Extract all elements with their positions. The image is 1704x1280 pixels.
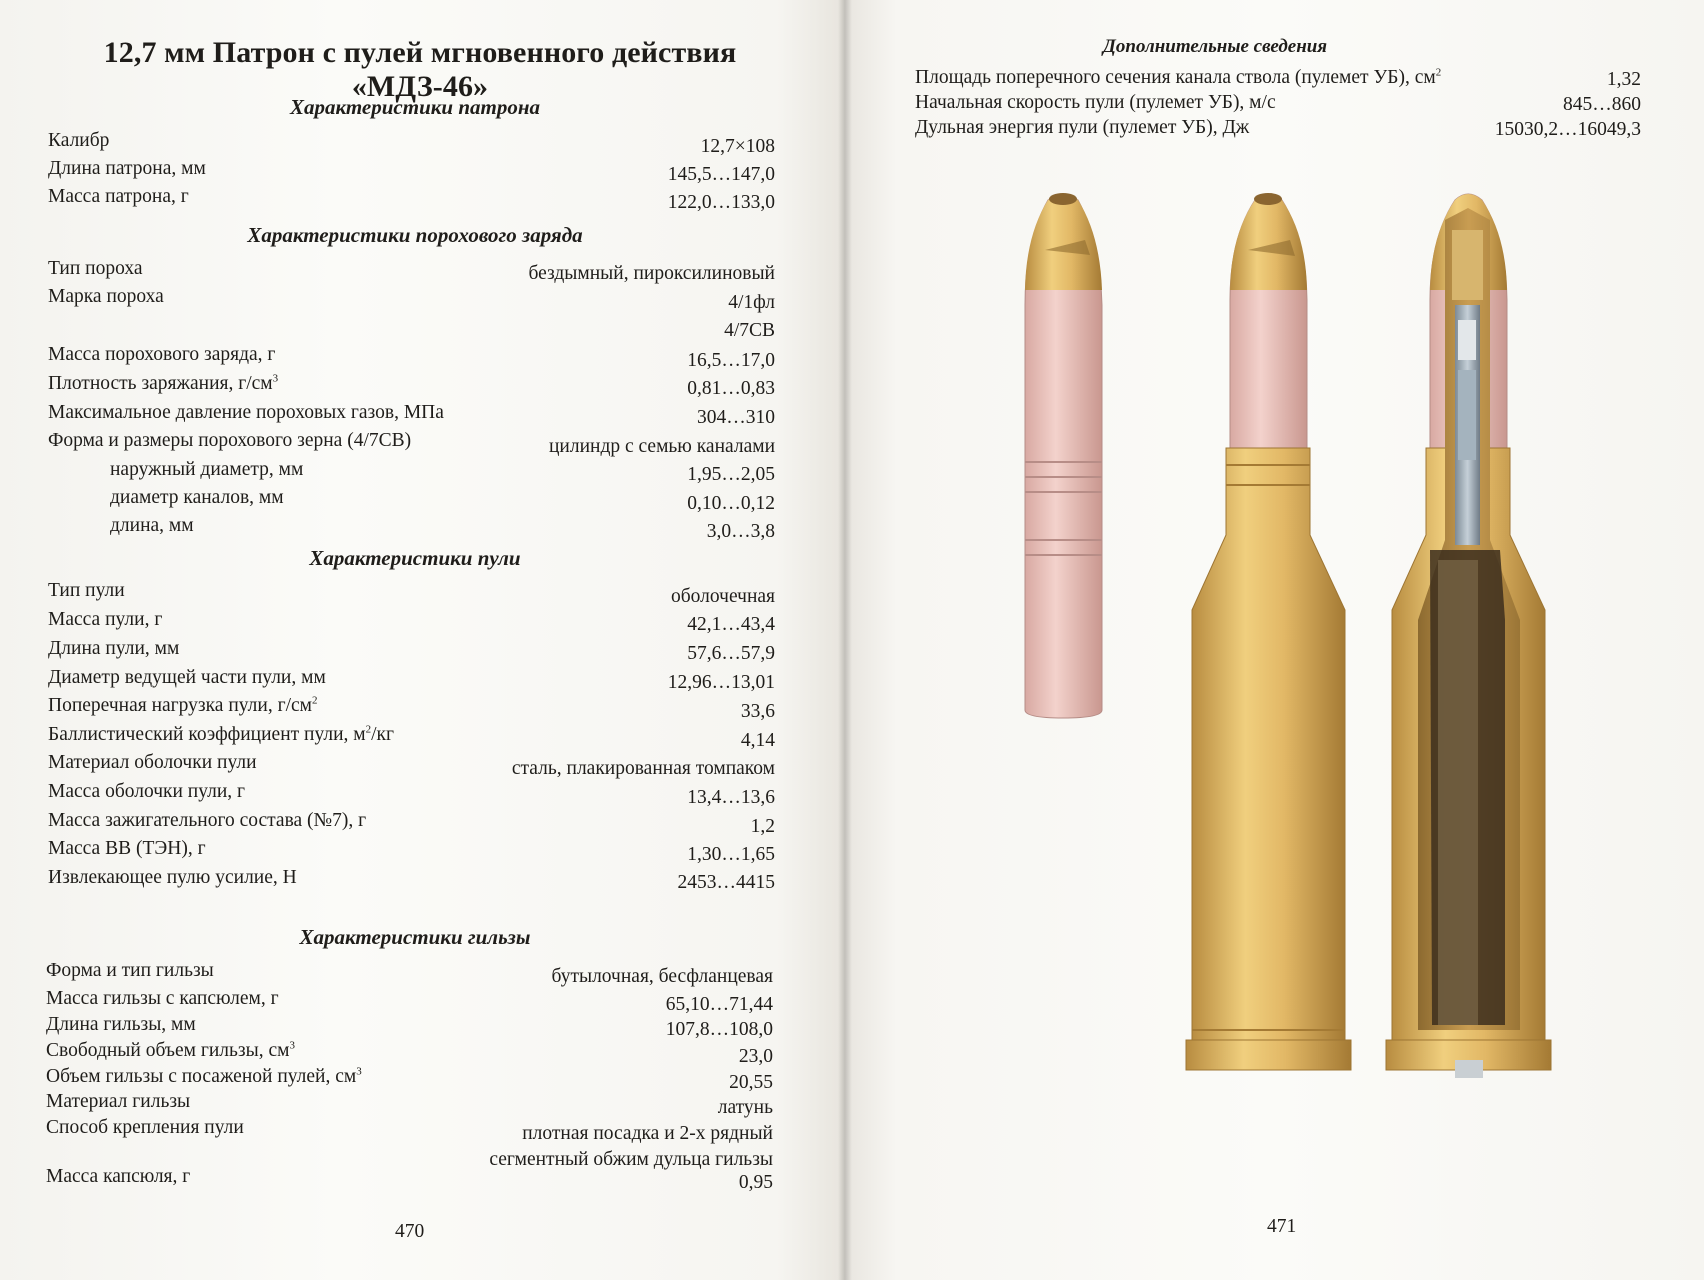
bullet-drawing xyxy=(1025,193,1102,718)
row-label: Извлекающее пулю усилие, Н xyxy=(48,867,297,888)
row-label: Масса капсюля, г xyxy=(46,1166,191,1187)
row-value: плотная посадка и 2-х рядный xyxy=(522,1123,773,1144)
row-label: Диаметр ведущей части пули, мм xyxy=(48,667,326,688)
row-value: 4,14 xyxy=(740,730,775,751)
row-label: Тип пули xyxy=(48,580,125,601)
section-header: Характеристики порохового заряда xyxy=(247,223,583,247)
row-label: Масса гильзы с капсюлем, г xyxy=(46,988,279,1009)
row-label-sup: 2 xyxy=(365,723,372,736)
section-header: Дополнительные сведения xyxy=(1102,36,1328,57)
row-label: диаметр каналов, мм xyxy=(110,487,284,508)
row-value: 33,6 xyxy=(740,701,775,722)
row-value: 4/1фл xyxy=(728,292,775,313)
row-label: Масса порохового заряда, г xyxy=(48,344,276,365)
row-value: 0,10…0,12 xyxy=(687,493,775,514)
row-label-sup: 2 xyxy=(311,694,318,707)
row-value: 1,30…1,65 xyxy=(687,844,775,865)
row-value: 57,6…57,9 xyxy=(687,643,775,664)
row-label-text: Площадь поперечного сечения канала ствола (пулемет УБ), см xyxy=(915,67,1436,88)
row-value: 42,1…43,4 xyxy=(687,614,775,635)
row-label-sup: 2 xyxy=(1435,66,1442,79)
row-label: Способ крепления пули xyxy=(46,1117,244,1138)
row-label xyxy=(48,724,394,746)
book-gutter xyxy=(838,0,852,1280)
row-value: латунь xyxy=(717,1097,773,1118)
row-label-text: Объем гильзы с посаженой пулей, см xyxy=(46,1066,357,1087)
row-label: Максимальное давление пороховых газов, МПа xyxy=(48,402,444,423)
section-header: Характеристики гильзы xyxy=(299,925,531,949)
cutaway-drawing xyxy=(1386,194,1551,1078)
page-number: 470 xyxy=(395,1221,425,1242)
row-label xyxy=(48,373,278,395)
row-label: Материал оболочки пули xyxy=(48,752,257,773)
row-value: 0,81…0,83 xyxy=(687,378,775,399)
cartridge-illustration xyxy=(1000,190,1660,1180)
row-value: 304…310 xyxy=(697,407,775,428)
row-label: Длина пули, мм xyxy=(48,638,180,659)
row-value: сегментный обжим дульца гильзы xyxy=(489,1149,773,1170)
page-title: 12,7 мм Патрон с пулей мгновенного действия «МДЗ-46» xyxy=(103,36,737,103)
row-label: Длина гильзы, мм xyxy=(46,1014,196,1035)
row-label: Масса пули, г xyxy=(48,609,163,630)
section-header: Характеристики пули xyxy=(309,546,521,570)
row-label xyxy=(48,695,317,717)
row-value: цилиндр с семью каналами xyxy=(548,436,775,457)
row-value: 20,55 xyxy=(729,1072,773,1093)
left-page xyxy=(0,0,845,1280)
row-label-text: Плотность заряжания, г/см xyxy=(48,373,273,394)
row-label-sup: 3 xyxy=(289,1039,295,1052)
row-label: Форма и размеры порохового зерна (4/7СВ) xyxy=(48,430,412,451)
row-value: 12,7×108 xyxy=(700,136,775,157)
row-label: Масса ВВ (ТЭН), г xyxy=(48,838,206,859)
row-label: Форма и тип гильзы xyxy=(46,960,214,981)
row-value: бутылочная, бесфланцевая xyxy=(551,966,773,987)
row-label: наружный диаметр, мм xyxy=(110,459,304,480)
row-value: 1,2 xyxy=(750,816,775,837)
row-label: Марка пороха xyxy=(48,286,164,307)
row-label: Калибр xyxy=(48,130,110,151)
row-label-sup: 3 xyxy=(356,1065,362,1078)
row-value: 145,5…147,0 xyxy=(667,164,775,185)
cartridge-drawing xyxy=(1186,193,1351,1070)
row-value: 23,0 xyxy=(738,1046,773,1067)
row-label xyxy=(46,1040,295,1062)
row-value: 1,32 xyxy=(1606,69,1641,90)
row-label xyxy=(915,67,1441,89)
row-value: 65,10…71,44 xyxy=(665,994,773,1015)
row-label: Начальная скорость пули (пулемет УБ), м/с xyxy=(915,92,1276,113)
row-value: 15030,2…16049,3 xyxy=(1494,119,1641,140)
row-label: Масса зажигательного состава (№7), г xyxy=(48,810,367,831)
row-value: 12,96…13,01 xyxy=(667,672,775,693)
row-label: Длина патрона, мм xyxy=(48,158,206,179)
row-label: Дульная энергия пули (пулемет УБ), Дж xyxy=(915,117,1250,138)
row-label xyxy=(46,1066,362,1088)
row-label: Масса патрона, г xyxy=(48,186,189,207)
row-value: оболочечная xyxy=(671,586,775,607)
row-value: 0,95 xyxy=(738,1172,773,1193)
row-label-text: Свободный объем гильзы, см xyxy=(46,1040,290,1061)
row-value: 4/7СВ xyxy=(724,320,775,341)
row-label: длина, мм xyxy=(110,515,194,536)
row-value: 1,95…2,05 xyxy=(687,464,775,485)
row-label-tail: /кг xyxy=(371,724,395,745)
row-value: 122,0…133,0 xyxy=(667,192,775,213)
row-label-text: Баллистический коэффициент пули, м xyxy=(48,724,366,745)
section-header: Характеристики патрона xyxy=(289,95,540,119)
row-value: 107,8…108,0 xyxy=(665,1019,773,1040)
row-value: бездымный, пироксилиновый xyxy=(528,263,775,284)
row-value: 2453…4415 xyxy=(677,872,775,893)
row-value: 13,4…13,6 xyxy=(687,787,775,808)
row-label: Масса оболочки пули, г xyxy=(48,781,246,802)
row-value: сталь, плакированная томпаком xyxy=(511,758,775,779)
row-label-text: Поперечная нагрузка пули, г/см xyxy=(48,695,312,716)
row-value: 16,5…17,0 xyxy=(687,350,775,371)
row-label: Тип пороха xyxy=(48,258,143,279)
row-value: 845…860 xyxy=(1563,94,1641,115)
row-label: Материал гильзы xyxy=(46,1091,191,1112)
page-number: 471 xyxy=(1267,1216,1297,1237)
row-value: 3,0…3,8 xyxy=(706,521,775,542)
row-label-sup: 3 xyxy=(272,372,279,385)
